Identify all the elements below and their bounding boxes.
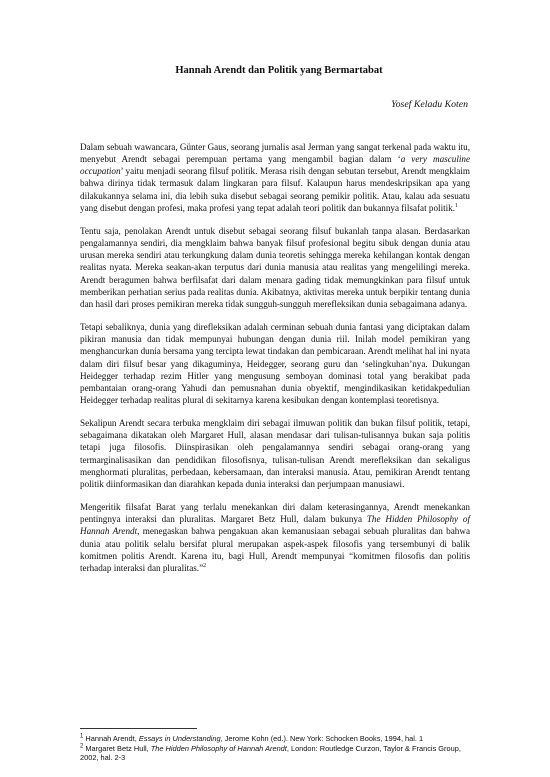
footnote-text: , London: Routledge Curzon, Taylor & Francis Group, 2002, hal. 2-3: [80, 743, 461, 763]
author-name: Yosef Keladu Koten: [391, 99, 468, 110]
paragraph: [80, 321, 470, 406]
footnote: [80, 734, 470, 744]
paragraph: [80, 417, 470, 490]
footnote-marker: 2: [203, 562, 207, 569]
paragraph-text: Sekalipun Arendt secara terbuka mengklaim diri sebagai ilmuwan politik dan bukan filsuf politik, tetapi, sebagaimana dikatakan oleh Margaret Hull, alasan mendasar dari tulisan-tulisannya bukan saja politis tetapi juga filosofis. Diinspirasikan oleh pengalamannya sendiri sebagai orang-orang yang termarginalisasikan dan pendidikan filosofisnya, tulisan-tulisan Arendt merefleksikan dan sekaligus menghormati pluralitas, perbedaan, kebersamaan, dan interaksi manusia. Atau, pemikiran Arendt tentang politik diinformasikan dan diarahkan kepada dunia interaksi dan perjumpaan manusiawi.: [80, 418, 470, 489]
document-body: [80, 64, 470, 585]
paragraph-text: ’ yaitu menjadi seorang filsuf politik. Merasa risih dengan sebutan tersebut, Arendt mengklaim bahwa dirinya tidak termasuk dalam lingkaran para filsuf. Kalaupun harus mendeskripsikan apa yang dilakukannya selama ini, dia lebih suka disebut sebagai seorang pemikir politik. Atau, kalau ada sesuatu yang disebut dengan profesi, maka profesi yang tepat adalah teori politik dan bukannya filsafat politik.: [80, 166, 470, 213]
paragraph-text: Mengeritik filsafat Barat yang terlalu menekankan diri dalam keterasingannya, Arendt menekankan pentingnya interaksi dan pluralitas. Margaret Betz Hull, dalam bukunya: [80, 502, 470, 525]
footnote-number: 1: [80, 733, 84, 740]
footnote-marker: 1: [455, 202, 459, 209]
footnote-text: , Jerome Kohn (ed.). New York: Schocken Books, 1994, hal. 1: [220, 734, 424, 743]
paragraph-text: Tentu saja, penolakan Arendt untuk disebut sebagai seorang filsuf bukanlah tanpa alasan. Berdasarkan pengalamannya sendiri, dia mengklaim bahwa banyak filsuf profesional begitu sibuk dengan dunia atau urusan mereka sendiri atau terkungkung dalam dunia teoretis sehingga mereka kehilangan kontak dengan realitas nyata. Mereka seakan-akan terputus dari dunia manusia atau realitas yang mengelilingi mereka. Arendt beragumen bahwa berfilsafat dari dalam menara gading tidak memungkinkan para filsuf untuk memberikan perhatian serius pada realitas dunia. Akibatnya, aktivitas mereka untuk berpikir tentang dunia dan hasil dari proses pemikiran mereka tidak sungguh-sungguh merefleksikan dunia sebagaimana adanya.: [80, 225, 470, 309]
footnote-divider: [80, 728, 197, 729]
paragraph-text: , menegaskan bahwa pengakuan akan kemanusiaan sebagai sebuah pluralitas dan bahwa dunia atau politik selalu bersifat plural merupakan aspek-aspek filosofis yang tersembunyi di balik komitmen politis Arendt. Karena itu, bagi Hull, Arendt mempunyai “komitmen filosofis dan politis terhadap interaksi dan pluralitas.”: [80, 526, 471, 573]
footnote-text: Margaret Betz Hull,: [83, 743, 151, 753]
paragraph-text: Tetapi sebaliknya, dunia yang direfleksikan adalah cerminan sebuah dunia fantasi yang diciptakan dalam pikiran manusia dan tidak mempunyai hubungan dengan dunia riil. Inilah model pemikiran yang menghancurkan dunia bersama yang tercipta lewat tindakan dan pembicaraan. Arendt melihat hal ini nyata dalam diri filsuf besar yang dikaguminya, Heidegger, seorang guru dan ‘selingkuhan’nya. Dukungan Heidegger terhadap rezim Hitler yang mengusung semboyan dominasi total yang berakibat pada pembantaian orang-orang Yahudi dan pemusnahan dunia obyektif, mengindikasikan ketidakpedulian Heidegger terhadap realitas plural di sekitarnya karena kesibukan dengan kontemplasi teoretisnya.: [80, 322, 470, 405]
footnote-text: Hannah Arendt,: [83, 734, 139, 743]
footnotes: [80, 728, 470, 763]
paragraph-text: Dalam sebuah wawancara, Günter Gaus, seorang jurnalis asal Jerman yang sangat terkenal pada waktu itu, menyebut Arendt sebagai perempuan pertama yang mengambil bagian dalam ‘: [80, 142, 470, 165]
footnote: [80, 744, 470, 763]
emphasized-text: a very masculine occupation: [80, 154, 470, 177]
book-title: Essays in Understanding: [138, 734, 221, 743]
document-title: Hannah Arendt dan Politik yang Bermartabat: [175, 65, 383, 76]
paragraph: [80, 501, 470, 574]
book-title: The Hidden Philosophy of Hannah Arendt: [150, 743, 287, 753]
paragraph: [80, 225, 470, 310]
footnote-number: 2: [80, 743, 84, 750]
paragraph: [80, 141, 470, 214]
book-title: The Hidden Philosophy of Hannah Arendt: [80, 514, 470, 537]
